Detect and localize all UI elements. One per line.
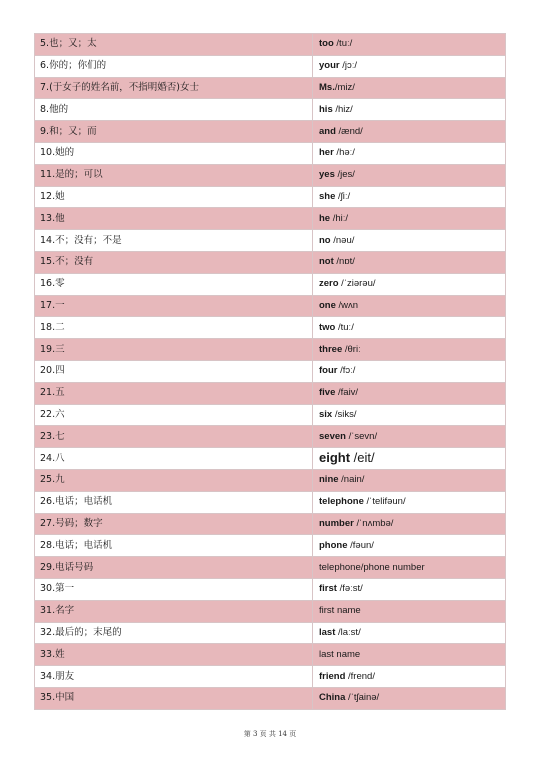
english-entry (313, 491, 506, 513)
english-entry (313, 99, 506, 121)
english-word: six (319, 408, 333, 420)
phonetic: /ˈtʃainə/ (345, 692, 380, 704)
chinese-meaning: 31.名字 (35, 600, 313, 622)
vocab-row (35, 142, 506, 164)
english-word: her (319, 147, 334, 159)
vocab-row (35, 426, 506, 448)
vocab-row (35, 360, 506, 382)
phonetic: /ˈnʌmbə/ (353, 517, 394, 529)
english-word: telephone (319, 496, 364, 508)
phonetic: /tuː/ (335, 321, 354, 333)
phonetic: /nain/ (338, 474, 365, 486)
vocab-row (35, 557, 506, 579)
phonetic: /həː/ (333, 147, 355, 159)
english-word: too (319, 38, 334, 50)
english-entry (313, 142, 506, 164)
phonetic: /fəːst/ (336, 583, 363, 595)
chinese-meaning: 9.和；又；而 (35, 121, 313, 143)
vocab-row (35, 339, 506, 361)
chinese-meaning: 33.姓 (35, 644, 313, 666)
vocab-row (35, 513, 506, 535)
phonetic: /jɔː/ (339, 60, 358, 72)
english-entry (313, 77, 506, 99)
chinese-meaning: 35.中国 (35, 687, 313, 709)
english-word: no (319, 234, 331, 246)
vocab-row (35, 295, 506, 317)
english-word: last (319, 626, 336, 638)
english-entry (313, 535, 506, 557)
phonetic: /laːst/ (335, 626, 361, 638)
phonetic: /miz/ (334, 81, 355, 93)
chinese-meaning: 26.电话；电话机 (35, 491, 313, 513)
phonetic: /tuː/ (333, 38, 353, 50)
english-entry (313, 186, 506, 208)
vocab-row (35, 622, 506, 644)
english-word: first (319, 583, 337, 595)
chinese-meaning: 25.九 (35, 469, 313, 491)
phonetic: /eit/ (350, 449, 375, 465)
english-entry (313, 208, 506, 230)
vocab-row (35, 77, 506, 99)
vocab-row (35, 448, 506, 470)
english-word: one (319, 299, 336, 311)
english-entry (313, 513, 506, 535)
english-word: nine (319, 474, 339, 486)
english-entry (313, 295, 506, 317)
vocab-row (35, 164, 506, 186)
english-word: his (319, 103, 333, 115)
vocab-row (35, 99, 506, 121)
page-footer: 第 3 页 共 14 页 (243, 730, 297, 738)
vocab-row (35, 491, 506, 513)
chinese-meaning: 32.最后的；末尾的 (35, 622, 313, 644)
english-entry (313, 164, 506, 186)
english-word: China (319, 692, 346, 704)
english-word: she (319, 190, 336, 202)
english-word: yes (319, 169, 335, 181)
chinese-meaning: 13.他 (35, 208, 313, 230)
chinese-meaning: 7.(于女子的姓名前，不指明婚否)女士 (35, 77, 313, 99)
vocab-row (35, 687, 506, 709)
chinese-meaning: 16.零 (35, 273, 313, 295)
phonetic: /hiː/ (330, 212, 349, 224)
english-entry (313, 382, 506, 404)
english-word: he (319, 212, 331, 224)
vocab-row (35, 644, 506, 666)
phonetic: /siks/ (332, 408, 357, 420)
english-entry (313, 448, 506, 470)
vocab-row (35, 230, 506, 252)
chinese-meaning: 5.也；又；太 (35, 34, 313, 56)
english-word: five (319, 387, 336, 399)
vocabulary-table (34, 33, 506, 710)
english-word: eight (319, 449, 351, 465)
english-word: zero (319, 278, 339, 290)
phonetic: /ˈsevn/ (345, 430, 378, 442)
chinese-meaning: 10.她的 (35, 142, 313, 164)
english-entry (313, 426, 506, 448)
english-word: phone (319, 539, 348, 551)
phonetic: first name (319, 605, 361, 617)
english-entry (313, 55, 506, 77)
vocab-row (35, 666, 506, 688)
phonetic: /jes/ (334, 169, 355, 181)
vocab-row (35, 121, 506, 143)
vocab-row (35, 317, 506, 339)
english-entry (313, 404, 506, 426)
vocab-row (35, 535, 506, 557)
phonetic: /nɒt/ (333, 256, 355, 268)
chinese-meaning: 12.她 (35, 186, 313, 208)
vocab-row (35, 404, 506, 426)
english-word: friend (319, 670, 346, 682)
vocab-row (35, 469, 506, 491)
phonetic: /θriː (342, 343, 361, 355)
chinese-meaning: 27.号码；数字 (35, 513, 313, 535)
chinese-meaning: 20.四 (35, 360, 313, 382)
chinese-meaning: 29.电话号码 (35, 557, 313, 579)
english-word: number (319, 517, 354, 529)
vocab-row (35, 251, 506, 273)
chinese-meaning: 22.六 (35, 404, 313, 426)
phonetic: /ʃiː/ (335, 190, 351, 202)
english-entry (313, 317, 506, 339)
english-entry (313, 360, 506, 382)
phonetic: telephone/phone number (319, 561, 425, 573)
chinese-meaning: 19.三 (35, 339, 313, 361)
english-word: your (319, 60, 340, 72)
chinese-meaning: 11.是的；可以 (35, 164, 313, 186)
phonetic: /ænd/ (335, 125, 363, 137)
phonetic: /ˈziərəu/ (338, 278, 376, 290)
phonetic: /wʌn (335, 299, 359, 311)
vocab-row (35, 273, 506, 295)
english-entry (313, 600, 506, 622)
chinese-meaning: 24.八 (35, 448, 313, 470)
phonetic: /fɔː/ (337, 365, 356, 377)
chinese-meaning: 34.朋友 (35, 666, 313, 688)
english-word: two (319, 321, 336, 333)
phonetic: /fəun/ (347, 539, 374, 551)
english-entry (313, 339, 506, 361)
english-entry (313, 644, 506, 666)
chinese-meaning: 18.二 (35, 317, 313, 339)
english-word: three (319, 343, 343, 355)
vocab-row (35, 578, 506, 600)
vocab-row (35, 55, 506, 77)
vocab-row (35, 382, 506, 404)
chinese-meaning: 14.不；没有；不是 (35, 230, 313, 252)
english-entry (313, 121, 506, 143)
chinese-meaning: 28.电话；电话机 (35, 535, 313, 557)
phonetic: /nəu/ (330, 234, 355, 246)
english-entry (313, 34, 506, 56)
vocab-row (35, 34, 506, 56)
phonetic: /ˈtelifəun/ (363, 496, 406, 508)
english-entry (313, 251, 506, 273)
chinese-meaning: 17.一 (35, 295, 313, 317)
english-entry (313, 557, 506, 579)
phonetic: /frend/ (345, 670, 375, 682)
english-word: and (319, 125, 336, 137)
chinese-meaning: 23.七 (35, 426, 313, 448)
english-word: Ms. (319, 81, 335, 93)
chinese-meaning: 6.你的；你们的 (35, 55, 313, 77)
english-word: not (319, 256, 334, 268)
english-entry (313, 622, 506, 644)
english-entry (313, 687, 506, 709)
vocab-row (35, 186, 506, 208)
english-entry (313, 666, 506, 688)
english-entry (313, 273, 506, 295)
vocab-row (35, 208, 506, 230)
chinese-meaning: 8.他的 (35, 99, 313, 121)
english-entry (313, 469, 506, 491)
phonetic: last name (319, 648, 361, 660)
chinese-meaning: 15.不；没有 (35, 251, 313, 273)
chinese-meaning: 21.五 (35, 382, 313, 404)
vocab-row (35, 600, 506, 622)
english-word: four (319, 365, 338, 377)
chinese-meaning: 30.第一 (35, 578, 313, 600)
english-entry (313, 578, 506, 600)
phonetic: /faiv/ (335, 387, 359, 399)
phonetic: /hiz/ (332, 103, 353, 115)
english-entry (313, 230, 506, 252)
english-word: seven (319, 430, 346, 442)
